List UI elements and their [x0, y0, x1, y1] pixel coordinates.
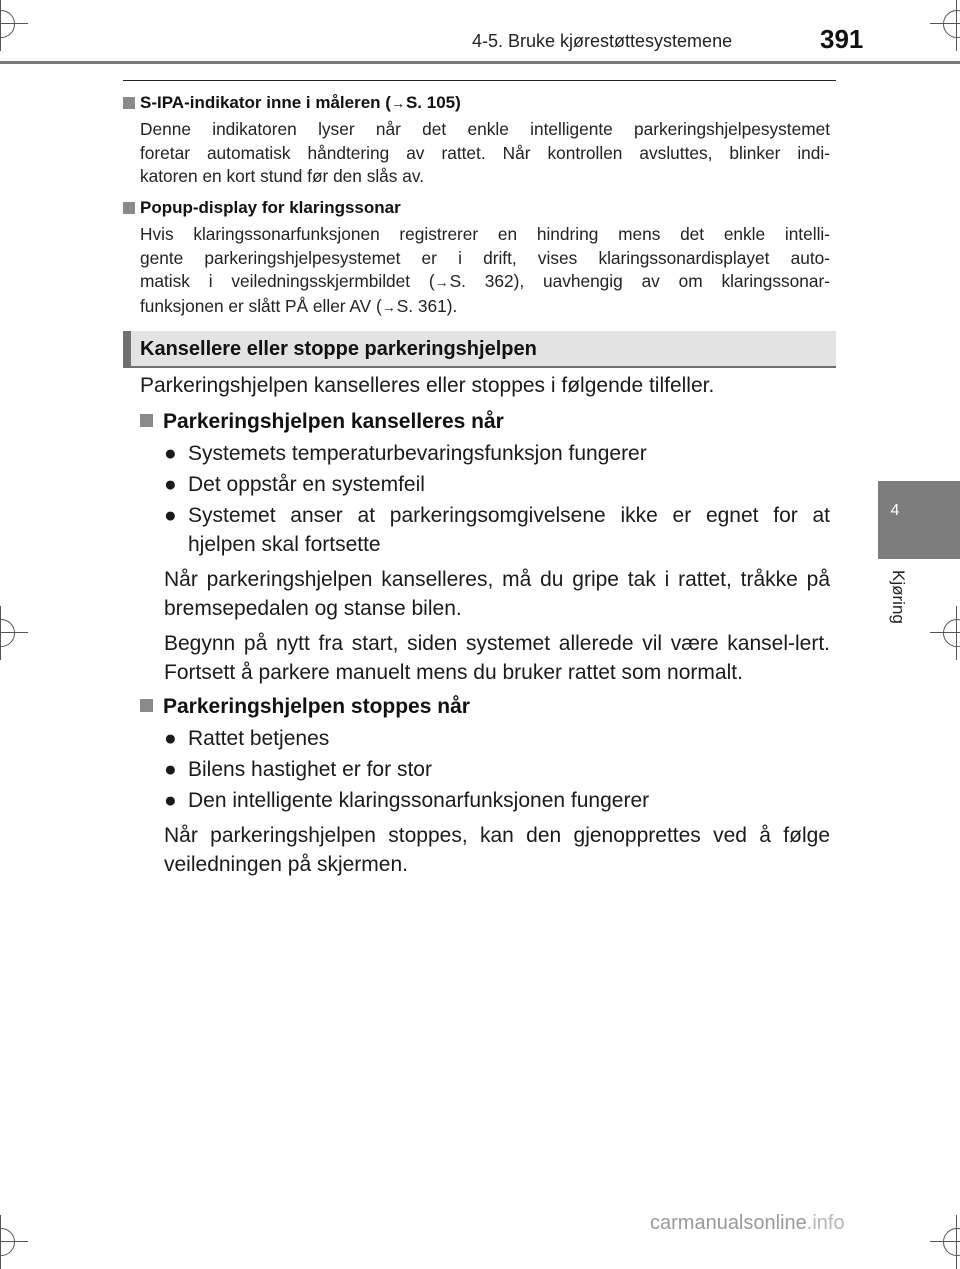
bullet-dot-icon: ●	[164, 442, 177, 465]
square-bullet-icon	[123, 97, 135, 109]
header-rule	[0, 61, 960, 64]
paragraph-cancel-action: Når parkeringshjelpen kanselleres, må du gripe tak i rattet, tråkke på bremsepedalen og stanse bilen.	[164, 568, 830, 620]
watermark: carmanualsonline.info	[650, 1212, 845, 1234]
square-bullet-icon	[123, 202, 135, 214]
crop-mark-mid-right	[943, 619, 960, 647]
list-item: ● Systemets temperaturbevaringsfunksjon fungerer	[164, 439, 830, 468]
arrow-right-icon: →	[381, 298, 396, 315]
chapter-tab-label: Kjøring	[889, 570, 908, 624]
crop-mark-top-right	[943, 10, 960, 38]
section-heading-bar	[123, 331, 836, 368]
list-item: ● Rattet betjenes	[164, 724, 830, 753]
arrow-right-icon: →	[390, 95, 405, 111]
crop-mark-mid-left	[0, 619, 15, 647]
group-heading-cancelled: Parkeringshjelpen kanselleres når	[140, 410, 504, 434]
bullet-dot-icon: ●	[164, 473, 177, 496]
chapter-tab	[878, 481, 960, 559]
bullet-dot-icon: ●	[164, 727, 177, 750]
note-heading-popup: Popup-display for klaringssonar	[123, 198, 401, 218]
arrow-right-icon: →	[434, 274, 449, 290]
bullet-dot-icon: ●	[164, 758, 177, 781]
square-bullet-icon	[140, 699, 153, 712]
chapter-tab-number: 4	[890, 502, 900, 519]
list-item: ● Det oppstår en systemfeil	[164, 470, 830, 499]
section-bar-accent	[123, 331, 131, 368]
crop-mark-bottom-left	[0, 1228, 15, 1256]
note-heading-s-ipa: S-IPA-indikator inne i måleren (→S. 105)	[123, 93, 461, 113]
note-text-s-ipa: Denne indikatoren lyser når det enkle intelligente parkeringshjelpesystemet foretar automatisk håndtering av rattet. Når kontrollen avsluttes, blinker indi- katoren en kort stund før den slås av.	[140, 119, 830, 186]
section-intro: Parkeringshjelpen kanselleres eller stoppes i følgende tilfeller.	[140, 374, 715, 397]
paragraph-restart: Begynn på nytt fra start, siden systemet allerede vil være kansel-lert. Fortsett å parkere manuelt mens du bruker rattet som normalt.	[164, 632, 830, 684]
bullet-dot-icon: ●	[164, 504, 177, 527]
list-item: ● Systemet anser at parkeringsomgivelsene ikke er egnet for at hjelpen skal fortsette	[164, 501, 830, 559]
group-heading-stopped: Parkeringshjelpen stoppes når	[140, 695, 470, 719]
header-section-title: 4-5. Bruke kjørestøttesystemene	[472, 31, 733, 51]
list-item: ● Bilens hastighet er for stor	[164, 755, 830, 784]
paragraph-stop-resume: Når parkeringshjelpen stoppes, kan den gjenopprettes ved å følge veiledningen på skjermen.	[164, 824, 830, 876]
list-item: ● Den intelligente klaringssonarfunksjonen fungerer	[164, 786, 830, 815]
page-number: 391	[820, 24, 864, 54]
square-bullet-icon	[140, 414, 153, 427]
bullet-dot-icon: ●	[164, 789, 177, 812]
note-text-popup: Hvis klaringssonarfunksjonen registrerer en hindring mens det enkle intelli- gente parkeringshjelpesystemet er i drift, vises klaringssonardisplayet auto- matisk i veiledningsskjermbildet (→S. 362), uavhengig av om klaringssonar- funksjonen er slått PÅ eller AV (→S. 361).	[140, 223, 830, 319]
crop-mark-top-left	[0, 10, 15, 38]
crop-mark-bottom-right	[943, 1228, 960, 1256]
section-title: Kansellere eller stoppe parkeringshjelpen	[140, 338, 537, 360]
content-top-rule	[123, 80, 836, 81]
